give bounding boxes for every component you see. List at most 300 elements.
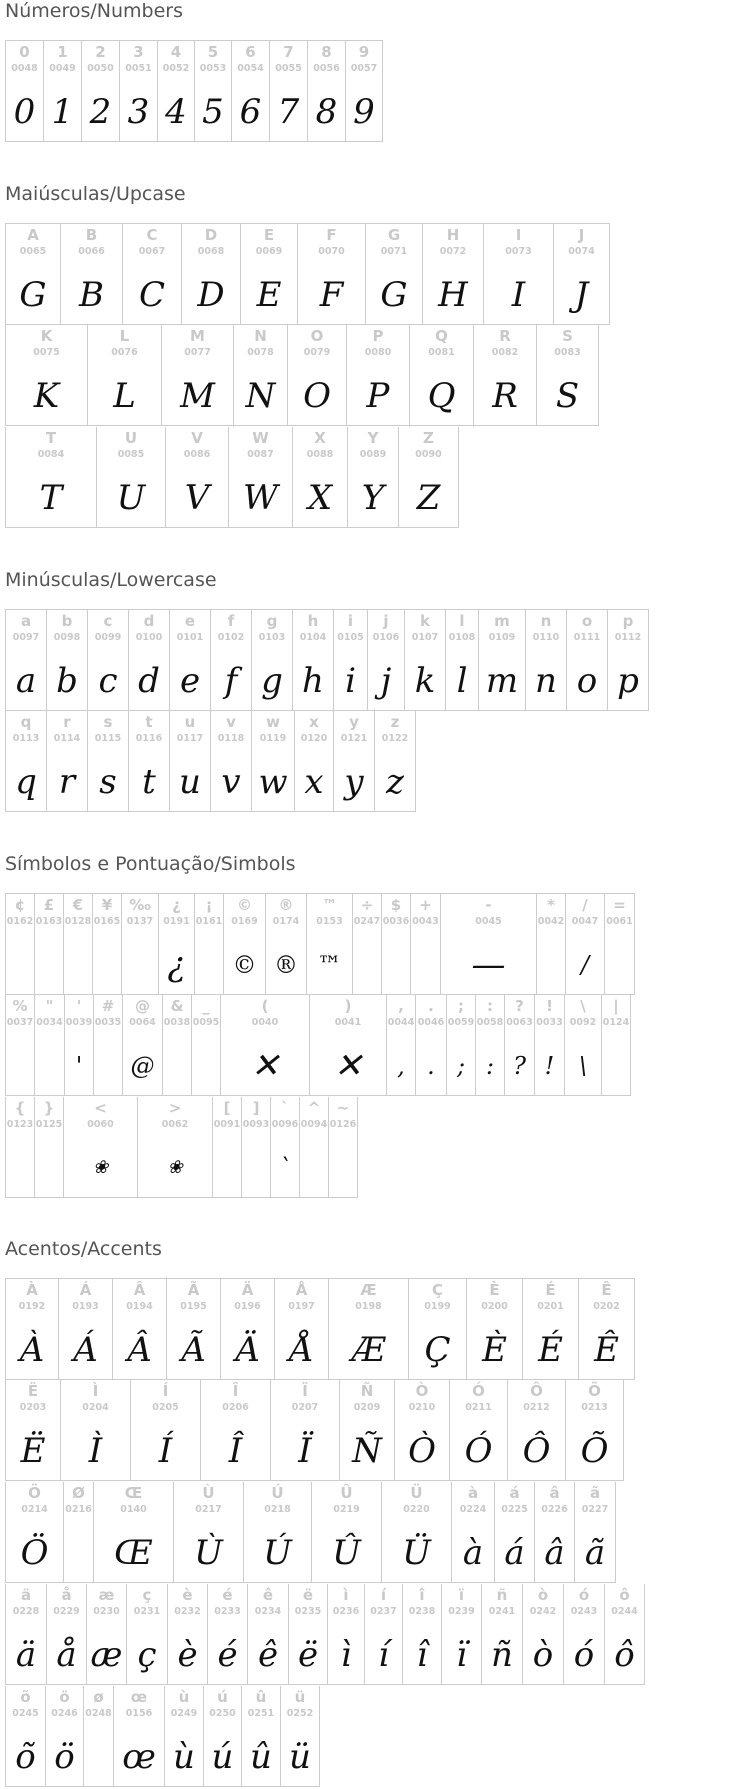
char-label: Ë [27,1382,39,1400]
glyph-cell [194,893,223,995]
char-code: 0107 [411,632,439,643]
glyph-sample [64,1526,93,1580]
char-code: 0064 [129,1017,156,1028]
char-label: ö [59,1688,70,1706]
char-code: 0237 [370,1606,397,1617]
char-label: J [578,226,585,244]
glyph-cell [87,325,161,426]
char-code: 0079 [303,347,331,358]
glyph-cell [365,223,422,325]
char-code: 0080 [364,347,392,358]
char-code: 0126 [329,1119,357,1130]
char-label: g [266,612,278,630]
glyph-grid [5,1278,729,1788]
char-code: 0090 [415,449,442,460]
glyph-sample: C [138,275,165,315]
char-label: 7 [283,43,294,61]
char-label: å [61,1586,72,1604]
glyph-cell [60,1380,130,1481]
glyph-sample: a [15,661,37,701]
glyph-cell [121,893,158,995]
glyph-cell [299,1097,328,1198]
char-code: 0227 [581,1504,609,1515]
char-code: 0114 [53,733,81,744]
glyph-sample: ë [297,1635,319,1675]
glyph-sample: è [177,1635,198,1675]
char-label: ( [261,997,269,1015]
char-label: h [307,612,319,630]
char-label: ^ [307,1099,321,1117]
glyph-sample [6,1141,34,1195]
char-label: . [428,997,434,1015]
glyph-row [5,223,729,325]
glyph-sample: Ì [88,1431,103,1471]
glyph-sample: t [142,762,156,802]
char-label: C [146,226,158,244]
char-code: 0248 [85,1708,112,1719]
glyph-cell [247,1584,288,1685]
char-label: m [494,612,510,630]
glyph-sample: \ [578,1052,588,1080]
char-code: 0235 [294,1606,322,1617]
glyph-sample: I [511,275,526,315]
glyph-sample: Z [416,478,441,518]
glyph-cell [307,40,345,142]
char-label: Í [162,1382,169,1400]
glyph-cell [327,1584,364,1685]
glyph-sample: É [538,1330,563,1370]
glyph-sample [213,1141,241,1195]
glyph-sample: E [256,275,282,315]
char-label: ú [217,1688,228,1706]
char-label: ì [343,1586,349,1604]
glyph-sample: R [492,376,518,416]
char-label: 9 [358,43,370,61]
char-code: 0234 [254,1606,282,1617]
char-code: 0110 [532,632,560,643]
glyph-cell [306,893,352,995]
glyph-cell [364,1584,402,1685]
char-label: | [613,997,619,1015]
char-label: I [515,226,522,244]
glyph-cell [478,609,525,711]
glyph-sample: ì [340,1635,352,1675]
char-label: F [326,226,337,244]
glyph-sample: v [221,762,241,802]
char-label: œ [130,1688,148,1706]
char-label: Ã [187,1281,200,1299]
char-label: ó [578,1586,590,1604]
char-label: D [204,226,218,244]
glyph-sample: á [504,1533,525,1573]
glyph-sample: ó [573,1635,595,1675]
glyph-sample: y [344,762,364,802]
glyph-sample: G [19,275,47,315]
char-code: 0191 [163,916,190,927]
char-code: 0169 [231,916,258,927]
glyph-sample: c [98,661,118,701]
glyph-cell [137,1097,212,1198]
char-code: 0062 [161,1119,189,1130]
char-label: $ [390,896,402,914]
glyph-cell [220,1278,274,1380]
glyph-sample: ❀ [92,1157,109,1178]
glyph-cell [494,1482,534,1583]
glyph-cell [270,1380,339,1481]
char-label: Å [295,1281,308,1299]
glyph-cell [128,609,169,711]
char-label: Õ [588,1382,601,1400]
glyph-sample: Ú [263,1533,292,1573]
char-code: 0112 [614,632,642,643]
char-code: 0087 [247,449,274,460]
glyph-cell [328,1278,408,1380]
char-label: í [380,1586,387,1604]
char-label: & [170,997,184,1015]
char-label: 8 [321,43,332,61]
char-label: P [372,327,384,345]
char-label: ò [537,1586,549,1604]
glyph-sample: L [113,376,136,416]
section-title: Acentos/Accents [5,1238,162,1260]
char-code: 0228 [12,1606,40,1617]
glyph-cell [534,1482,574,1583]
char-label: Î [232,1382,239,1400]
glyph-sample: ú [211,1737,234,1777]
char-label: ? [515,997,524,1015]
char-code: 0206 [222,1402,249,1413]
char-label: â [549,1484,560,1502]
glyph-cell [34,1097,63,1198]
glyph-sample: Ü [402,1533,431,1573]
char-label: ã [589,1484,601,1502]
char-code: 0035 [94,1017,122,1028]
char-code: 0119 [259,733,287,744]
char-label: æ [98,1586,115,1604]
char-label: U [124,429,138,447]
glyph-sample: ô [614,1635,635,1675]
char-code: 0210 [408,1402,436,1413]
char-label: 6 [245,43,256,61]
char-code: 0041 [334,1017,362,1028]
glyph-sample: 1 [51,92,74,132]
char-code: 0162 [6,916,34,927]
glyph-cell [60,223,122,325]
char-code: 0194 [126,1301,153,1312]
glyph-sample: ™ [317,951,342,979]
char-label: l [459,612,465,630]
glyph-cell [5,995,34,1096]
char-code: 0034 [36,1017,63,1028]
glyph-cell [200,1380,270,1481]
glyph-sample: K [33,376,60,416]
char-label: X [314,429,326,447]
glyph-sample: ç [137,1635,157,1675]
char-code: 0201 [537,1301,564,1312]
char-label: ñ [496,1586,508,1604]
glyph-sample: X [307,478,333,518]
glyph-cell [223,893,265,995]
glyph-sample: ä [15,1635,37,1675]
char-label: € [72,896,84,914]
glyph-cell [563,1584,604,1685]
char-label: ¿ [172,896,181,914]
glyph-cell [212,1097,241,1198]
char-code: 0059 [447,1017,475,1028]
glyph-sample: 2 [89,92,112,132]
char-code: 0109 [488,632,516,643]
char-code: 0165 [93,916,121,927]
glyph-sample [6,1039,34,1093]
glyph-cell [270,1097,299,1198]
char-label: + [419,896,432,914]
glyph-cell [381,1482,451,1583]
char-label: ô [619,1586,630,1604]
glyph-sample: ' [75,1052,83,1080]
char-label: s [103,713,113,731]
glyph-cell [525,609,566,711]
glyph-sample: ñ [491,1635,513,1675]
glyph-cell [274,1278,328,1380]
char-label: ' [76,997,82,1015]
char-label: { [14,1099,26,1117]
char-code: 0242 [529,1606,557,1617]
char-label: i [347,612,354,630]
glyph-sample: F [319,275,344,315]
glyph-cell [203,1686,241,1787]
char-code: 0047 [571,916,599,927]
char-code: 0121 [340,733,368,744]
char-label: / [582,896,588,914]
glyph-sample: n [535,661,557,701]
char-label: z [390,713,400,731]
char-code: 0204 [82,1402,109,1413]
char-label: t [145,713,153,731]
char-label: Ü [410,1484,423,1502]
glyph-cell [367,609,404,711]
char-label: T [45,429,57,447]
char-code: 0250 [209,1708,236,1719]
char-label: ¥ [101,896,113,914]
char-label: Á [79,1281,92,1299]
char-label: f [227,612,235,630]
glyph-sample: P [366,376,390,416]
char-label: 2 [95,43,106,61]
char-code: 0224 [459,1504,487,1515]
char-label: è [182,1586,193,1604]
glyph-cell [169,609,210,711]
char-code: 0039 [65,1017,93,1028]
char-code: 0140 [120,1504,147,1515]
glyph-cell [46,1584,86,1685]
char-code: 0196 [234,1301,261,1312]
glyph-cell [607,609,649,711]
char-label: Æ [360,1281,377,1299]
glyph-sample: ò [532,1635,554,1675]
char-code: 0055 [275,63,302,74]
glyph-cell [446,995,475,1096]
glyph-sample: V [184,478,210,518]
glyph-sample: À [19,1330,45,1370]
char-code: 0068 [197,246,225,257]
glyph-cell [165,427,228,528]
glyph-sample [35,1141,63,1195]
char-code: 0057 [350,63,378,74]
char-label: \ [580,997,586,1015]
char-label: S [562,327,573,345]
glyph-cell [5,1482,63,1583]
glyph-cell [162,995,191,1096]
char-code: 0115 [94,733,122,744]
glyph-cell [173,1482,243,1583]
glyph-cell [481,1584,522,1685]
glyph-sample: j [380,661,392,701]
glyph-cell [333,711,374,812]
glyph-sample: M [180,376,215,416]
char-label: ) [344,997,352,1015]
char-code: 0099 [94,632,122,643]
glyph-cell [504,995,534,1096]
char-code: 0232 [174,1606,201,1617]
glyph-sample: 9 [353,92,375,132]
glyph-cell [128,711,169,812]
glyph-sample: Y [361,478,385,518]
char-code: 0163 [35,916,63,927]
section-title: Minúsculas/Lowercase [5,569,217,591]
char-label: % [12,997,28,1015]
glyph-sample: Ã [181,1330,206,1370]
char-code: 0161 [195,916,223,927]
glyph-cell [507,1380,565,1481]
glyph-grid [5,223,729,529]
glyph-cell [46,609,87,711]
glyph-cell [92,893,121,995]
glyph-sample: l [456,661,468,701]
char-code: 0219 [333,1504,360,1515]
char-label: á [509,1484,520,1502]
glyph-sample: r [58,762,76,802]
char-label: G [387,226,401,244]
char-label: _ [202,997,210,1015]
char-label: e [184,612,196,630]
glyph-sample: 4 [165,92,187,132]
glyph-sample: à [462,1533,484,1573]
glyph-cell [181,223,240,325]
char-code: 0108 [448,632,476,643]
char-code: 0069 [255,246,283,257]
char-label: B [85,226,98,244]
char-label: [ [223,1099,231,1117]
glyph-row [5,1686,729,1788]
glyph-sample [163,1039,191,1093]
glyph-cell [113,1686,164,1787]
glyph-cell [381,893,410,995]
char-code: 0226 [541,1504,568,1515]
glyph-cell [241,1097,270,1198]
char-label: ‰ [129,896,151,914]
glyph-cell [451,1482,494,1583]
glyph-sample: Ê [594,1330,619,1370]
char-label: d [143,612,155,630]
glyph-sample [93,938,121,992]
char-code: 0095 [192,1017,220,1028]
char-code: 0216 [65,1504,92,1515]
glyph-sample: ã [584,1533,606,1573]
glyph-cell [5,325,87,426]
glyph-cell [441,1584,481,1685]
char-label: ÷ [360,896,374,914]
char-label: ï [458,1586,465,1604]
glyph-sample: å [56,1635,77,1675]
glyph-sample: B [79,275,104,315]
char-label: Ò [415,1382,429,1400]
char-label: ê [262,1586,274,1604]
glyph-sample: d [138,661,160,701]
char-code: 0071 [380,246,408,257]
char-label: Ø [72,1484,85,1502]
char-code: 0102 [217,632,245,643]
glyph-cell [122,995,162,1096]
glyph-sample [35,1039,64,1093]
char-label: Ô [530,1382,543,1400]
glyph-sample: ö [54,1737,75,1777]
char-code: 0082 [491,347,519,358]
glyph-cell [280,1686,320,1787]
char-code: 0229 [53,1606,80,1617]
glyph-sample [605,938,634,992]
glyph-sample: Í [158,1431,173,1471]
glyph-sample: O [303,376,331,416]
char-label: v [226,713,236,731]
glyph-sample: Â [127,1330,152,1370]
char-code: 0247 [353,916,381,927]
glyph-cell [58,1278,112,1380]
char-code: 0113 [12,733,40,744]
glyph-cell [5,609,46,711]
char-label: Y [367,429,379,447]
glyph-sample: Î [228,1431,243,1471]
char-label: H [446,226,460,244]
char-code: 0101 [176,632,204,643]
char-label: u [184,713,196,731]
glyph-sample: h [302,661,324,701]
glyph-cell [398,427,459,528]
glyph-sample [353,938,381,992]
glyph-cell [553,223,610,325]
glyph-sample: i [345,661,356,701]
char-code: 0249 [170,1708,198,1719]
char-code: 0211 [465,1402,492,1413]
glyph-cell [578,1278,635,1380]
char-code: 0199 [424,1301,451,1312]
glyph-cell [169,711,210,812]
glyph-cell [565,1380,624,1481]
char-label: ] [252,1099,260,1117]
glyph-sample: H [438,275,468,315]
glyph-sample: 6 [239,92,262,132]
char-label: q [20,713,32,731]
char-code: 0042 [537,916,565,927]
char-label: w [266,713,280,731]
glyph-sample: s [99,762,117,802]
char-code: 0243 [570,1606,598,1617]
glyph-sample: e [179,661,201,701]
glyph-sample: Ò [408,1431,436,1471]
char-label: : [487,997,493,1015]
char-label: p [622,612,634,630]
char-code: 0233 [214,1606,241,1617]
char-label: " [45,997,54,1015]
